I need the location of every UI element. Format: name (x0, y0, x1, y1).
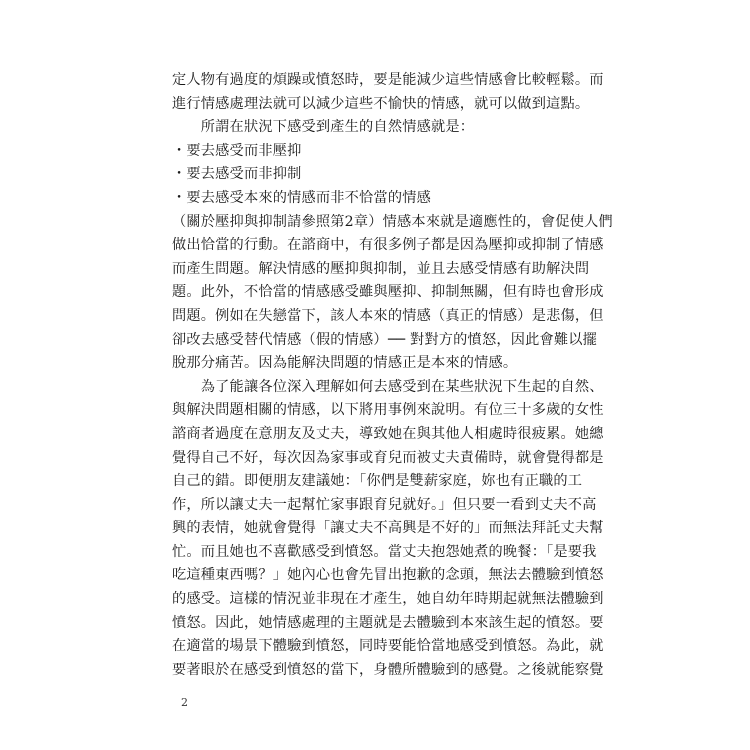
text-line: 興的表情，她就會覺得「讓丈夫不高興是不好的」而無法拜託丈夫幫 (172, 520, 604, 537)
text-line: 要著眼於在感受到憤怒的當下，身體所體驗到的感覺。之後就能察覺 (172, 661, 604, 678)
text-line: 問題。例如在失戀當下，該人本來的情感（真正的情感）是悲傷，但 (172, 307, 604, 324)
text-line: 自己的錯。即便朋友建議她：「你們是雙薪家庭，妳也有正職的工 (172, 473, 583, 490)
text-line: 做出恰當的行動。在諮商中，有很多例子都是因為壓抑或抑制了情感 (172, 237, 604, 254)
text-line: 忙。而且她也不喜歡感受到憤怒。當丈夫抱怨她煮的晚餐：「是要我 (172, 543, 597, 560)
bullet-item: ・要去感受本來的情感而非不恰當的情感 (172, 189, 431, 206)
text-line: 為了能讓各位深入理解如何去感受到在某些狀況下生起的自然、 (172, 378, 604, 395)
page-number: 2 (181, 696, 188, 709)
text-line: 的感受。這樣的情況並非現在才產生，她自幼年時期起就無法體驗到 (172, 591, 604, 608)
text-line: 而產生問題。解決情感的壓抑與抑制，並且去感受情感有助解決問 (172, 260, 590, 277)
text-line: （關於壓抑與抑制請參照第2章）情感本來就是適應性的，會促使人們 (172, 213, 613, 230)
text-line: 吃這種東西嗎？」她內心也會先冒出抱歉的念頭，無法去體驗到憤怒 (172, 567, 604, 584)
text-line: 在適當的場景下體驗到憤怒，同時要能恰當地感受到憤怒。為此，就 (172, 638, 604, 655)
text-line: 所謂在狀況下感受到產生的自然情感就是： (172, 119, 475, 136)
bullet-item: ・要去感受而非壓抑 (172, 142, 302, 159)
text-line: 作，所以讓丈夫一起幫忙家事跟育兒就好。」但只要一看到丈夫不高 (172, 496, 597, 513)
text-line: 脫那分痛苦。因為能解決問題的情感正是本來的情感。 (172, 355, 518, 372)
text-line: 題。此外，不恰當的情感感受雖與壓抑、抑制無關，但有時也會形成 (172, 284, 604, 301)
text-line: 卻改去感受替代情感（假的情感）── 對對方的憤怒，因此會難以擺 (172, 331, 598, 348)
text-line: 憤怒。因此，她情感處理的主題就是去體驗到本來該生起的憤怒。要 (172, 614, 604, 631)
text-line: 諮商者過度在意朋友及丈夫，導致她在與其他人相處時很疲累。她總 (172, 425, 604, 442)
text-line: 覺得自己不好，每次因為家事或育兒而被丈夫責備時，就會覺得都是 (172, 449, 604, 466)
text-line: 與解決問題相關的情感，以下將用事例來說明。有位三十多歲的女性 (172, 402, 604, 419)
text-line: 定人物有過度的煩躁或憤怒時，要是能減少這些情感會比較輕鬆。而 (172, 72, 604, 88)
body-text (172, 69, 613, 682)
bullet-item: ・要去感受而非抑制 (172, 166, 302, 183)
text-line: 進行情感處理法就可以減少這些不愉快的情感，就可以做到這點。 (172, 95, 590, 112)
